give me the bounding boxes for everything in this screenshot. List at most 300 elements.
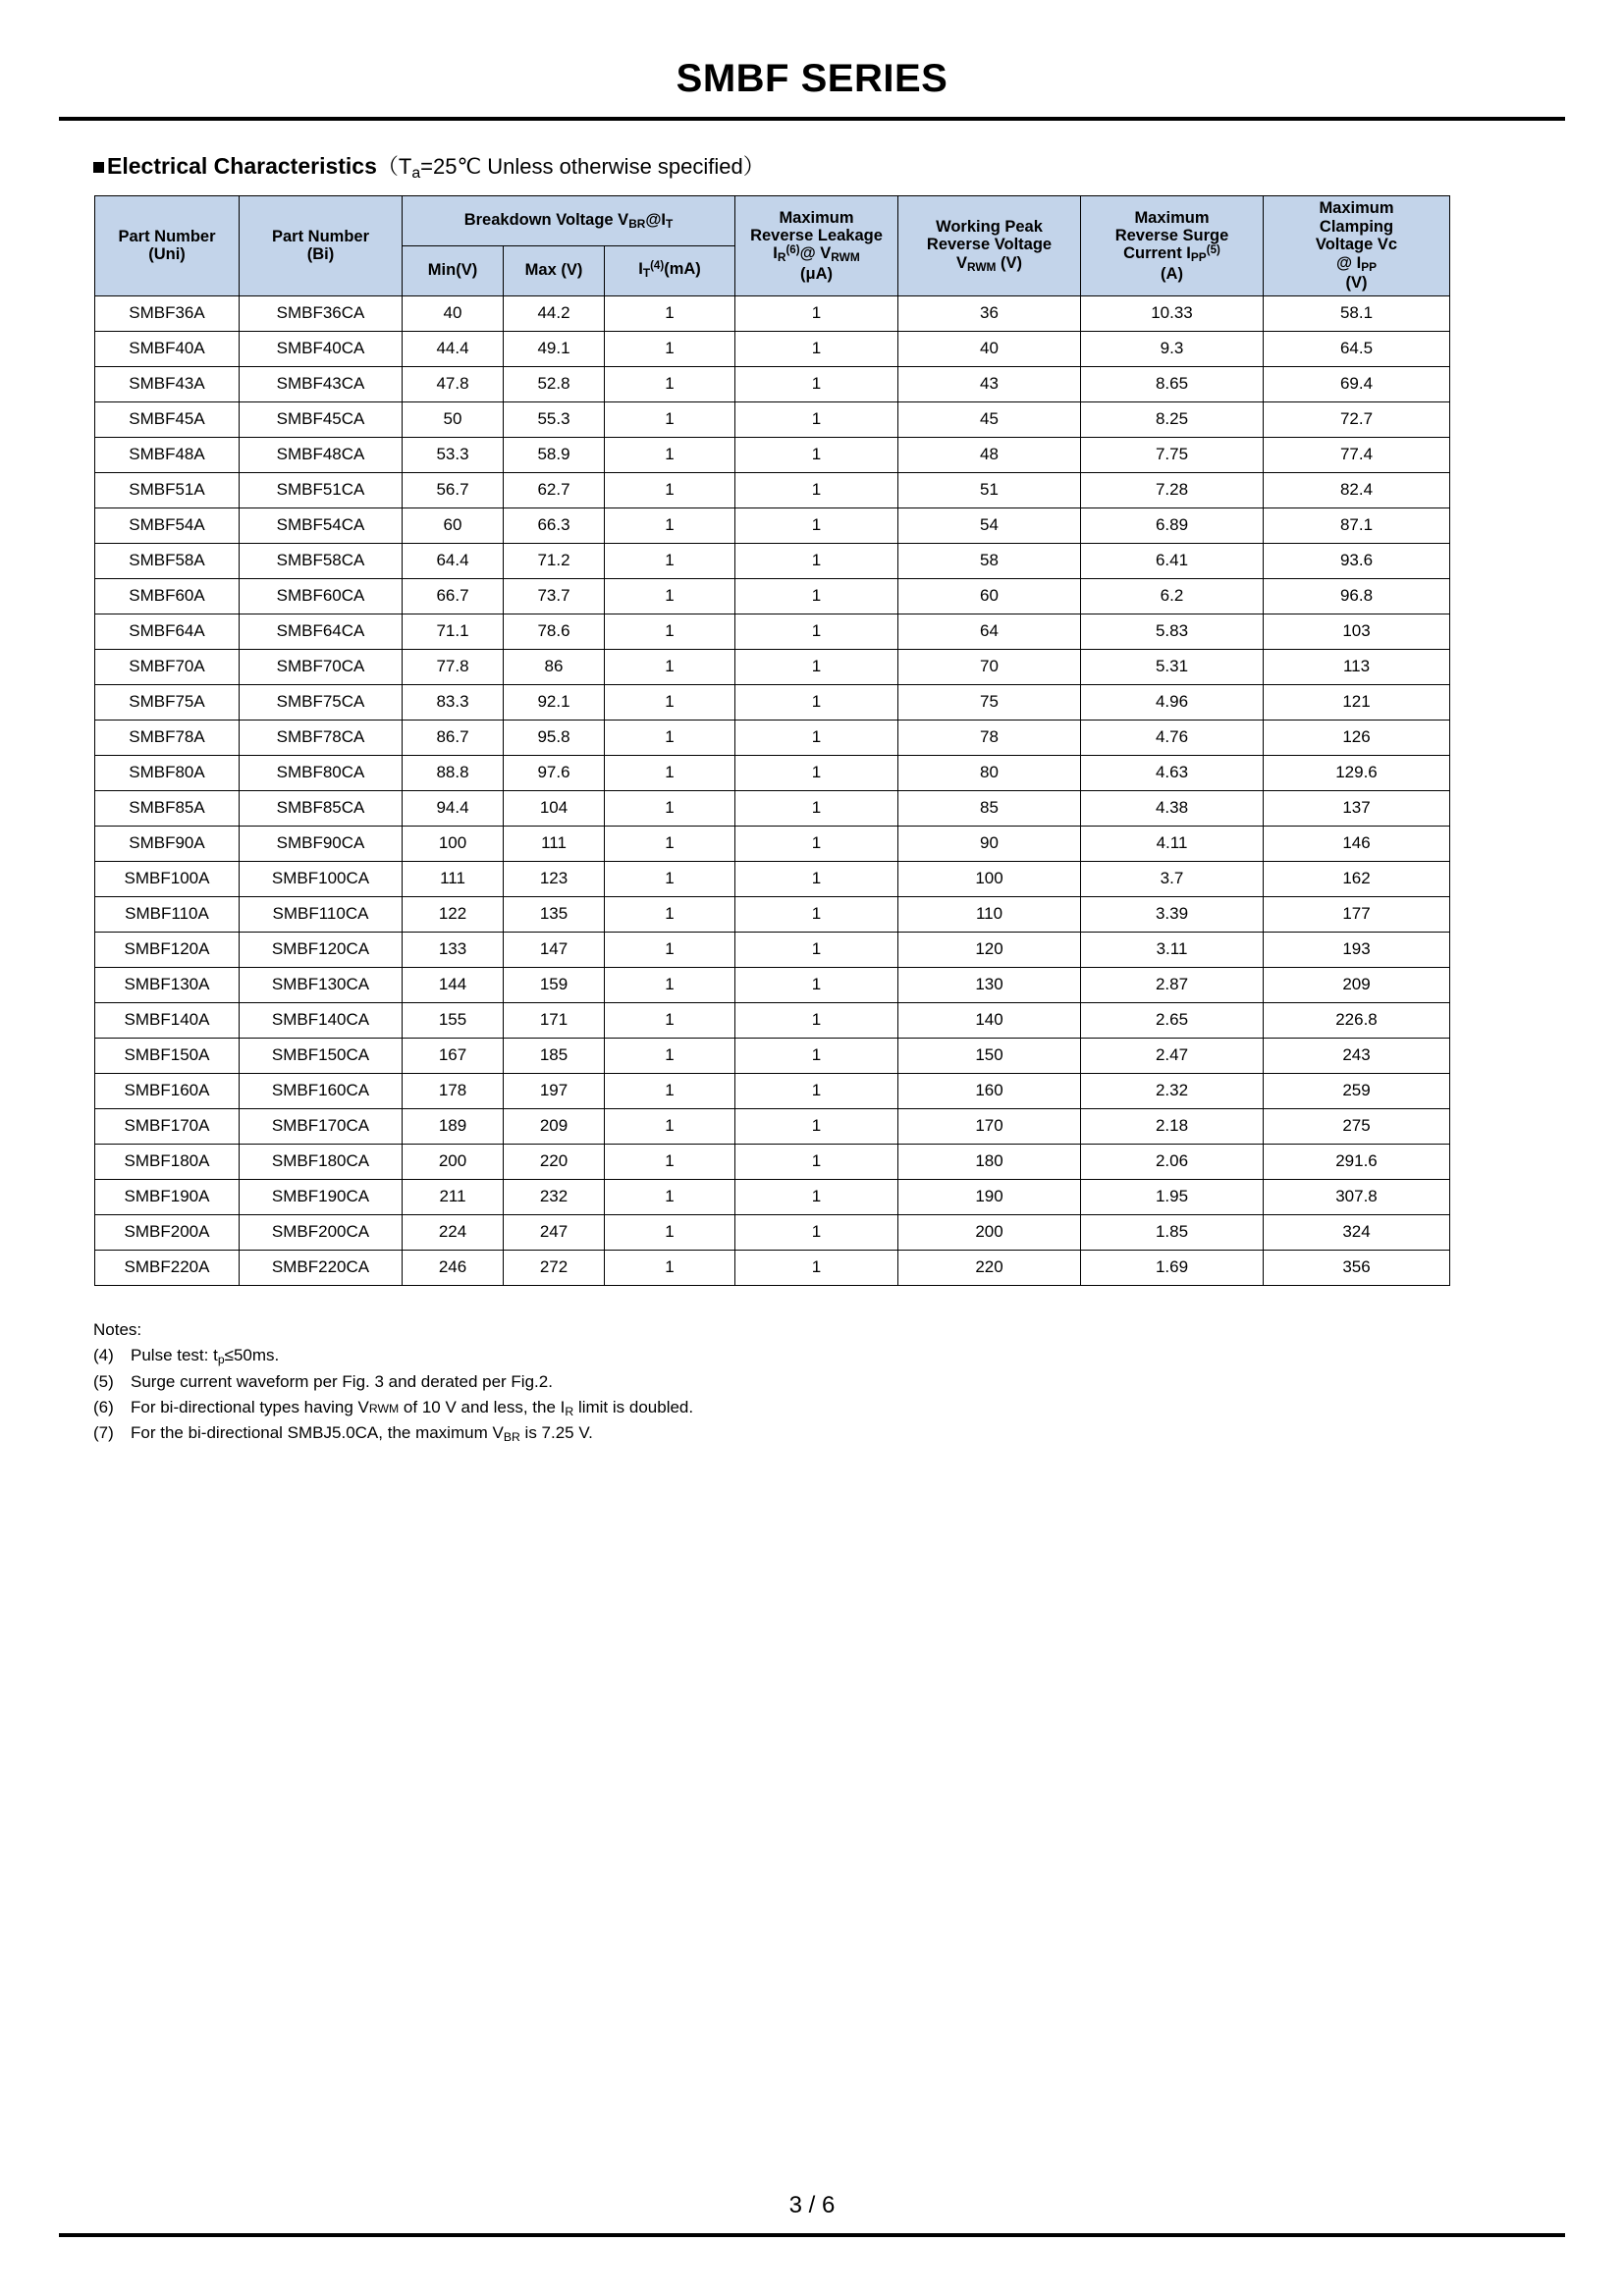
cell-breakdown-min-v: 64.4 xyxy=(403,543,504,578)
cell-max-clamping-voltage: 307.8 xyxy=(1264,1179,1450,1214)
cell-part-number-uni: SMBF140A xyxy=(95,1002,240,1038)
header-max-reverse-leakage: Maximum Reverse Leakage $I_R^{(6)}@$ $V_{RWM}$ (μA) xyxy=(735,196,898,295)
cell-breakdown-max-v: 247 xyxy=(504,1214,605,1250)
cell-working-peak-reverse-voltage: 40 xyxy=(898,331,1081,366)
cell-breakdown-it-ma: 1 xyxy=(605,1144,735,1179)
table-row xyxy=(95,1038,1450,1073)
cell-working-peak-reverse-voltage: 58 xyxy=(898,543,1081,578)
cell-breakdown-min-v: 44.4 xyxy=(403,331,504,366)
cell-breakdown-it-ma: 1 xyxy=(605,507,735,543)
cell-part-number-bi: SMBF40CA xyxy=(240,331,403,366)
cell-working-peak-reverse-voltage: 70 xyxy=(898,649,1081,684)
cell-max-reverse-leakage: 1 xyxy=(735,932,898,967)
cell-part-number-bi: SMBF60CA xyxy=(240,578,403,614)
cell-breakdown-min-v: 122 xyxy=(403,896,504,932)
cell-max-reverse-surge-current: 5.31 xyxy=(1081,649,1264,684)
cell-breakdown-max-v: 97.6 xyxy=(504,755,605,790)
cell-breakdown-it-ma: 1 xyxy=(605,826,735,861)
cell-breakdown-min-v: 100 xyxy=(403,826,504,861)
header-max-v: Max (V) xyxy=(504,245,605,295)
note-item xyxy=(93,1420,1531,1447)
cell-max-clamping-voltage: 58.1 xyxy=(1264,295,1450,331)
cell-max-reverse-leakage: 1 xyxy=(735,1250,898,1285)
cell-part-number-bi: SMBF48CA xyxy=(240,437,403,472)
cell-breakdown-max-v: 135 xyxy=(504,896,605,932)
cell-breakdown-it-ma: 1 xyxy=(605,472,735,507)
cell-part-number-uni: SMBF45A xyxy=(95,401,240,437)
page-title: SMBF SERIES xyxy=(676,57,948,100)
cell-breakdown-min-v: 178 xyxy=(403,1073,504,1108)
cell-part-number-uni: SMBF190A xyxy=(95,1179,240,1214)
cell-max-clamping-voltage: 291.6 xyxy=(1264,1144,1450,1179)
cell-max-clamping-voltage: 259 xyxy=(1264,1073,1450,1108)
cell-working-peak-reverse-voltage: 36 xyxy=(898,295,1081,331)
cell-breakdown-it-ma: 1 xyxy=(605,861,735,896)
cell-breakdown-max-v: 111 xyxy=(504,826,605,861)
cell-part-number-bi: SMBF80CA xyxy=(240,755,403,790)
cell-part-number-uni: SMBF160A xyxy=(95,1073,240,1108)
table-row xyxy=(95,826,1450,861)
cell-breakdown-min-v: 47.8 xyxy=(403,366,504,401)
cell-working-peak-reverse-voltage: 120 xyxy=(898,932,1081,967)
note-item xyxy=(93,1343,1531,1369)
cell-part-number-bi: SMBF150CA xyxy=(240,1038,403,1073)
note-text: For bi-directional types having VRWM of 10 V and less, the $I_R$ limit is doubled. xyxy=(131,1397,694,1418)
note-number: (6) xyxy=(93,1397,114,1416)
cell-part-number-bi: SMBF140CA xyxy=(240,1002,403,1038)
cell-max-clamping-voltage: 243 xyxy=(1264,1038,1450,1073)
table-row xyxy=(95,755,1450,790)
cell-max-clamping-voltage: 121 xyxy=(1264,684,1450,720)
cell-max-reverse-leakage: 1 xyxy=(735,1108,898,1144)
cell-working-peak-reverse-voltage: 45 xyxy=(898,401,1081,437)
cell-max-reverse-leakage: 1 xyxy=(735,684,898,720)
cell-part-number-uni: SMBF110A xyxy=(95,896,240,932)
cell-max-reverse-leakage: 1 xyxy=(735,401,898,437)
table-row xyxy=(95,1179,1450,1214)
table-row xyxy=(95,649,1450,684)
cell-breakdown-max-v: 55.3 xyxy=(504,401,605,437)
cell-breakdown-min-v: 167 xyxy=(403,1038,504,1073)
cell-max-reverse-surge-current: 6.89 xyxy=(1081,507,1264,543)
cell-part-number-uni: SMBF120A xyxy=(95,932,240,967)
cell-max-reverse-surge-current: 2.47 xyxy=(1081,1038,1264,1073)
cell-breakdown-max-v: 104 xyxy=(504,790,605,826)
cell-part-number-uni: SMBF75A xyxy=(95,684,240,720)
cell-max-reverse-leakage: 1 xyxy=(735,790,898,826)
cell-part-number-bi: SMBF110CA xyxy=(240,896,403,932)
cell-max-reverse-leakage: 1 xyxy=(735,1214,898,1250)
cell-breakdown-max-v: 209 xyxy=(504,1108,605,1144)
table-row xyxy=(95,331,1450,366)
cell-max-reverse-leakage: 1 xyxy=(735,649,898,684)
cell-breakdown-it-ma: 1 xyxy=(605,896,735,932)
cell-breakdown-it-ma: 1 xyxy=(605,1214,735,1250)
cell-max-clamping-voltage: 129.6 xyxy=(1264,755,1450,790)
cell-max-reverse-surge-current: 8.65 xyxy=(1081,366,1264,401)
cell-breakdown-it-ma: 1 xyxy=(605,932,735,967)
cell-max-clamping-voltage: 69.4 xyxy=(1264,366,1450,401)
cell-breakdown-it-ma: 1 xyxy=(605,543,735,578)
section-heading-label: Electrical Characteristics xyxy=(107,153,377,179)
cell-breakdown-it-ma: 1 xyxy=(605,437,735,472)
cell-part-number-bi: SMBF160CA xyxy=(240,1073,403,1108)
header-divider xyxy=(59,117,1565,121)
cell-part-number-uni: SMBF100A xyxy=(95,861,240,896)
cell-breakdown-max-v: 78.6 xyxy=(504,614,605,649)
cell-part-number-bi: SMBF58CA xyxy=(240,543,403,578)
cell-max-reverse-leakage: 1 xyxy=(735,967,898,1002)
cell-max-reverse-surge-current: 3.39 xyxy=(1081,896,1264,932)
cell-max-reverse-leakage: 1 xyxy=(735,295,898,331)
cell-part-number-bi: SMBF70CA xyxy=(240,649,403,684)
table-row xyxy=(95,295,1450,331)
cell-working-peak-reverse-voltage: 100 xyxy=(898,861,1081,896)
cell-part-number-uni: SMBF70A xyxy=(95,649,240,684)
cell-breakdown-min-v: 50 xyxy=(403,401,504,437)
cell-part-number-uni: SMBF40A xyxy=(95,331,240,366)
cell-breakdown-min-v: 246 xyxy=(403,1250,504,1285)
cell-part-number-uni: SMBF43A xyxy=(95,366,240,401)
table-row xyxy=(95,932,1450,967)
table-row xyxy=(95,1144,1450,1179)
cell-part-number-bi: SMBF43CA xyxy=(240,366,403,401)
table-body xyxy=(95,295,1450,1285)
cell-working-peak-reverse-voltage: 200 xyxy=(898,1214,1081,1250)
cell-max-reverse-surge-current: 3.7 xyxy=(1081,861,1264,896)
cell-breakdown-it-ma: 1 xyxy=(605,755,735,790)
header-part-number-uni: Part Number (Uni) xyxy=(95,196,240,295)
cell-max-reverse-surge-current: 10.33 xyxy=(1081,295,1264,331)
cell-breakdown-max-v: 159 xyxy=(504,967,605,1002)
cell-part-number-uni: SMBF48A xyxy=(95,437,240,472)
cell-breakdown-max-v: 62.7 xyxy=(504,472,605,507)
cell-part-number-uni: SMBF80A xyxy=(95,755,240,790)
table-row xyxy=(95,861,1450,896)
table-row xyxy=(95,684,1450,720)
table-row xyxy=(95,472,1450,507)
cell-breakdown-min-v: 144 xyxy=(403,967,504,1002)
cell-breakdown-max-v: 92.1 xyxy=(504,684,605,720)
cell-max-reverse-leakage: 1 xyxy=(735,437,898,472)
cell-breakdown-min-v: 111 xyxy=(403,861,504,896)
cell-breakdown-it-ma: 1 xyxy=(605,720,735,755)
cell-breakdown-max-v: 49.1 xyxy=(504,331,605,366)
cell-part-number-bi: SMBF100CA xyxy=(240,861,403,896)
cell-working-peak-reverse-voltage: 150 xyxy=(898,1038,1081,1073)
cell-max-reverse-surge-current: 7.28 xyxy=(1081,472,1264,507)
cell-max-reverse-surge-current: 4.63 xyxy=(1081,755,1264,790)
header-max-reverse-surge-current: Maximum Reverse Surge Current $I_{PP}^{(5)}$ (A) xyxy=(1081,196,1264,295)
cell-max-clamping-voltage: 103 xyxy=(1264,614,1450,649)
cell-max-reverse-leakage: 1 xyxy=(735,720,898,755)
table-row xyxy=(95,1250,1450,1285)
cell-working-peak-reverse-voltage: 43 xyxy=(898,366,1081,401)
cell-max-clamping-voltage: 77.4 xyxy=(1264,437,1450,472)
cell-breakdown-it-ma: 1 xyxy=(605,331,735,366)
page-number: 3 / 6 xyxy=(788,2192,836,2218)
cell-max-reverse-surge-current: 4.11 xyxy=(1081,826,1264,861)
cell-max-clamping-voltage: 324 xyxy=(1264,1214,1450,1250)
cell-breakdown-max-v: 272 xyxy=(504,1250,605,1285)
cell-part-number-bi: SMBF64CA xyxy=(240,614,403,649)
cell-part-number-bi: SMBF85CA xyxy=(240,790,403,826)
cell-part-number-uni: SMBF36A xyxy=(95,295,240,331)
cell-working-peak-reverse-voltage: 190 xyxy=(898,1179,1081,1214)
cell-breakdown-min-v: 60 xyxy=(403,507,504,543)
cell-working-peak-reverse-voltage: 220 xyxy=(898,1250,1081,1285)
table-row xyxy=(95,896,1450,932)
cell-working-peak-reverse-voltage: 80 xyxy=(898,755,1081,790)
table-row xyxy=(95,720,1450,755)
cell-part-number-uni: SMBF180A xyxy=(95,1144,240,1179)
cell-breakdown-min-v: 133 xyxy=(403,932,504,967)
cell-breakdown-min-v: 40 xyxy=(403,295,504,331)
table-row xyxy=(95,1108,1450,1144)
cell-part-number-bi: SMBF51CA xyxy=(240,472,403,507)
cell-max-reverse-leakage: 1 xyxy=(735,366,898,401)
table-row xyxy=(95,1002,1450,1038)
cell-max-reverse-leakage: 1 xyxy=(735,1002,898,1038)
cell-max-clamping-voltage: 275 xyxy=(1264,1108,1450,1144)
cell-working-peak-reverse-voltage: 160 xyxy=(898,1073,1081,1108)
cell-breakdown-max-v: 44.2 xyxy=(504,295,605,331)
cell-part-number-bi: SMBF180CA xyxy=(240,1144,403,1179)
notes-title: Notes: xyxy=(93,1319,142,1339)
cell-part-number-bi: SMBF120CA xyxy=(240,932,403,967)
cell-max-clamping-voltage: 93.6 xyxy=(1264,543,1450,578)
cell-breakdown-it-ma: 1 xyxy=(605,401,735,437)
cell-part-number-uni: SMBF60A xyxy=(95,578,240,614)
cell-working-peak-reverse-voltage: 48 xyxy=(898,437,1081,472)
cell-part-number-bi: SMBF36CA xyxy=(240,295,403,331)
page-footer xyxy=(0,2192,1624,2296)
cell-max-reverse-leakage: 1 xyxy=(735,755,898,790)
table-row xyxy=(95,401,1450,437)
cell-part-number-uni: SMBF58A xyxy=(95,543,240,578)
cell-part-number-uni: SMBF170A xyxy=(95,1108,240,1144)
cell-part-number-uni: SMBF130A xyxy=(95,967,240,1002)
cell-part-number-bi: SMBF75CA xyxy=(240,684,403,720)
cell-working-peak-reverse-voltage: 60 xyxy=(898,578,1081,614)
cell-breakdown-min-v: 155 xyxy=(403,1002,504,1038)
cell-breakdown-min-v: 224 xyxy=(403,1214,504,1250)
cell-working-peak-reverse-voltage: 130 xyxy=(898,967,1081,1002)
header-breakdown-voltage-group: Breakdown Voltage $V_{BR}@I_T$ xyxy=(403,196,735,245)
footer-divider xyxy=(59,2233,1565,2237)
cell-max-clamping-voltage: 193 xyxy=(1264,932,1450,967)
cell-max-clamping-voltage: 96.8 xyxy=(1264,578,1450,614)
cell-breakdown-it-ma: 1 xyxy=(605,366,735,401)
header-working-peak-reverse-voltage: Working Peak Reverse Voltage $V_{RWM}$ (V) xyxy=(898,196,1081,295)
cell-max-reverse-surge-current: 7.75 xyxy=(1081,437,1264,472)
cell-max-reverse-leakage: 1 xyxy=(735,1038,898,1073)
header-it-ma: $I_T^{(4)}(mA)$ xyxy=(605,245,735,295)
note-number: (4) xyxy=(93,1346,114,1365)
cell-breakdown-it-ma: 1 xyxy=(605,967,735,1002)
cell-breakdown-it-ma: 1 xyxy=(605,295,735,331)
cell-max-clamping-voltage: 177 xyxy=(1264,896,1450,932)
cell-part-number-bi: SMBF45CA xyxy=(240,401,403,437)
cell-max-clamping-voltage: 126 xyxy=(1264,720,1450,755)
cell-max-reverse-leakage: 1 xyxy=(735,543,898,578)
table-row xyxy=(95,1073,1450,1108)
cell-max-reverse-surge-current: 6.2 xyxy=(1081,578,1264,614)
cell-max-reverse-leakage: 1 xyxy=(735,1073,898,1108)
cell-working-peak-reverse-voltage: 180 xyxy=(898,1144,1081,1179)
cell-breakdown-max-v: 123 xyxy=(504,861,605,896)
cell-max-clamping-voltage: 209 xyxy=(1264,967,1450,1002)
cell-breakdown-it-ma: 1 xyxy=(605,790,735,826)
cell-breakdown-it-ma: 1 xyxy=(605,1108,735,1144)
section-condition: （$T_a=25℃$ Unless otherwise specified） xyxy=(376,154,765,182)
header-min-v: Min(V) xyxy=(403,245,504,295)
cell-breakdown-min-v: 66.7 xyxy=(403,578,504,614)
cell-breakdown-max-v: 52.8 xyxy=(504,366,605,401)
note-text: For the bi-directional SMBJ5.0CA, the maximum $V_{BR}$ is 7.25 V. xyxy=(131,1423,593,1445)
cell-max-reverse-surge-current: 1.85 xyxy=(1081,1214,1264,1250)
cell-working-peak-reverse-voltage: 170 xyxy=(898,1108,1081,1144)
cell-breakdown-it-ma: 1 xyxy=(605,1038,735,1073)
cell-part-number-uni: SMBF78A xyxy=(95,720,240,755)
cell-part-number-bi: SMBF200CA xyxy=(240,1214,403,1250)
cell-max-reverse-surge-current: 4.76 xyxy=(1081,720,1264,755)
cell-breakdown-min-v: 53.3 xyxy=(403,437,504,472)
cell-max-reverse-leakage: 1 xyxy=(735,507,898,543)
cell-breakdown-max-v: 71.2 xyxy=(504,543,605,578)
cell-breakdown-it-ma: 1 xyxy=(605,1250,735,1285)
header-max-clamping-voltage: Maximum Clamping Voltage Vc @ $I_{PP}$ (V) xyxy=(1264,196,1450,295)
square-bullet-icon xyxy=(93,162,104,173)
cell-part-number-uni: SMBF220A xyxy=(95,1250,240,1285)
header-part-number-bi: Part Number (Bi) xyxy=(240,196,403,295)
cell-max-reverse-surge-current: 4.38 xyxy=(1081,790,1264,826)
cell-working-peak-reverse-voltage: 85 xyxy=(898,790,1081,826)
cell-part-number-uni: SMBF51A xyxy=(95,472,240,507)
cell-part-number-bi: SMBF54CA xyxy=(240,507,403,543)
cell-max-reverse-surge-current: 2.87 xyxy=(1081,967,1264,1002)
cell-max-reverse-surge-current: 9.3 xyxy=(1081,331,1264,366)
cell-max-clamping-voltage: 356 xyxy=(1264,1250,1450,1285)
cell-max-clamping-voltage: 87.1 xyxy=(1264,507,1450,543)
section-heading xyxy=(93,154,1531,182)
table-row xyxy=(95,614,1450,649)
cell-max-reverse-surge-current: 1.95 xyxy=(1081,1179,1264,1214)
cell-working-peak-reverse-voltage: 64 xyxy=(898,614,1081,649)
cell-max-reverse-leakage: 1 xyxy=(735,614,898,649)
cell-max-reverse-leakage: 1 xyxy=(735,331,898,366)
cell-breakdown-it-ma: 1 xyxy=(605,684,735,720)
cell-breakdown-min-v: 94.4 xyxy=(403,790,504,826)
table-row xyxy=(95,1214,1450,1250)
table-header-row-1 xyxy=(95,196,1450,245)
cell-working-peak-reverse-voltage: 140 xyxy=(898,1002,1081,1038)
cell-max-clamping-voltage: 137 xyxy=(1264,790,1450,826)
cell-max-reverse-leakage: 1 xyxy=(735,1179,898,1214)
note-text: Surge current waveform per Fig. 3 and derated per Fig.2. xyxy=(131,1371,553,1391)
cell-max-reverse-surge-current: 3.11 xyxy=(1081,932,1264,967)
cell-breakdown-max-v: 73.7 xyxy=(504,578,605,614)
cell-part-number-bi: SMBF130CA xyxy=(240,967,403,1002)
notes-section xyxy=(93,1317,1531,1448)
note-item xyxy=(93,1369,1531,1395)
cell-working-peak-reverse-voltage: 78 xyxy=(898,720,1081,755)
cell-breakdown-it-ma: 1 xyxy=(605,1179,735,1214)
cell-max-reverse-surge-current: 5.83 xyxy=(1081,614,1264,649)
cell-max-reverse-leakage: 1 xyxy=(735,826,898,861)
cell-max-reverse-leakage: 1 xyxy=(735,896,898,932)
note-number: (7) xyxy=(93,1423,114,1443)
cell-max-reverse-leakage: 1 xyxy=(735,1144,898,1179)
cell-breakdown-it-ma: 1 xyxy=(605,649,735,684)
cell-breakdown-max-v: 185 xyxy=(504,1038,605,1073)
cell-part-number-bi: SMBF78CA xyxy=(240,720,403,755)
cell-breakdown-min-v: 189 xyxy=(403,1108,504,1144)
cell-working-peak-reverse-voltage: 51 xyxy=(898,472,1081,507)
cell-max-reverse-surge-current: 2.65 xyxy=(1081,1002,1264,1038)
cell-breakdown-max-v: 220 xyxy=(504,1144,605,1179)
cell-breakdown-it-ma: 1 xyxy=(605,1002,735,1038)
table-row xyxy=(95,507,1450,543)
note-item xyxy=(93,1395,1531,1421)
cell-part-number-uni: SMBF85A xyxy=(95,790,240,826)
cell-part-number-bi: SMBF90CA xyxy=(240,826,403,861)
cell-working-peak-reverse-voltage: 90 xyxy=(898,826,1081,861)
cell-breakdown-min-v: 83.3 xyxy=(403,684,504,720)
cell-breakdown-max-v: 58.9 xyxy=(504,437,605,472)
cell-max-reverse-surge-current: 4.96 xyxy=(1081,684,1264,720)
cell-part-number-bi: SMBF170CA xyxy=(240,1108,403,1144)
note-number: (5) xyxy=(93,1371,114,1391)
cell-part-number-uni: SMBF90A xyxy=(95,826,240,861)
cell-breakdown-max-v: 86 xyxy=(504,649,605,684)
cell-max-clamping-voltage: 82.4 xyxy=(1264,472,1450,507)
cell-breakdown-max-v: 197 xyxy=(504,1073,605,1108)
cell-max-reverse-surge-current: 2.32 xyxy=(1081,1073,1264,1108)
cell-working-peak-reverse-voltage: 75 xyxy=(898,684,1081,720)
cell-max-clamping-voltage: 162 xyxy=(1264,861,1450,896)
cell-breakdown-min-v: 56.7 xyxy=(403,472,504,507)
cell-max-clamping-voltage: 113 xyxy=(1264,649,1450,684)
cell-breakdown-max-v: 66.3 xyxy=(504,507,605,543)
table-row xyxy=(95,543,1450,578)
cell-breakdown-max-v: 171 xyxy=(504,1002,605,1038)
table-row xyxy=(95,790,1450,826)
cell-max-clamping-voltage: 146 xyxy=(1264,826,1450,861)
table-row xyxy=(95,967,1450,1002)
electrical-characteristics-table xyxy=(94,195,1450,1285)
cell-breakdown-it-ma: 1 xyxy=(605,1073,735,1108)
cell-breakdown-max-v: 95.8 xyxy=(504,720,605,755)
table-row xyxy=(95,366,1450,401)
cell-max-reverse-leakage: 1 xyxy=(735,472,898,507)
cell-part-number-uni: SMBF64A xyxy=(95,614,240,649)
cell-working-peak-reverse-voltage: 54 xyxy=(898,507,1081,543)
cell-max-clamping-voltage: 72.7 xyxy=(1264,401,1450,437)
cell-breakdown-min-v: 86.7 xyxy=(403,720,504,755)
cell-max-clamping-voltage: 64.5 xyxy=(1264,331,1450,366)
cell-max-reverse-surge-current: 8.25 xyxy=(1081,401,1264,437)
table-row xyxy=(95,578,1450,614)
cell-max-reverse-surge-current: 2.06 xyxy=(1081,1144,1264,1179)
cell-breakdown-min-v: 77.8 xyxy=(403,649,504,684)
note-text: Pulse test: $t_p\le 50ms$. xyxy=(131,1346,280,1367)
cell-max-reverse-surge-current: 1.69 xyxy=(1081,1250,1264,1285)
cell-breakdown-min-v: 211 xyxy=(403,1179,504,1214)
cell-part-number-uni: SMBF200A xyxy=(95,1214,240,1250)
cell-breakdown-min-v: 200 xyxy=(403,1144,504,1179)
table-row xyxy=(95,437,1450,472)
